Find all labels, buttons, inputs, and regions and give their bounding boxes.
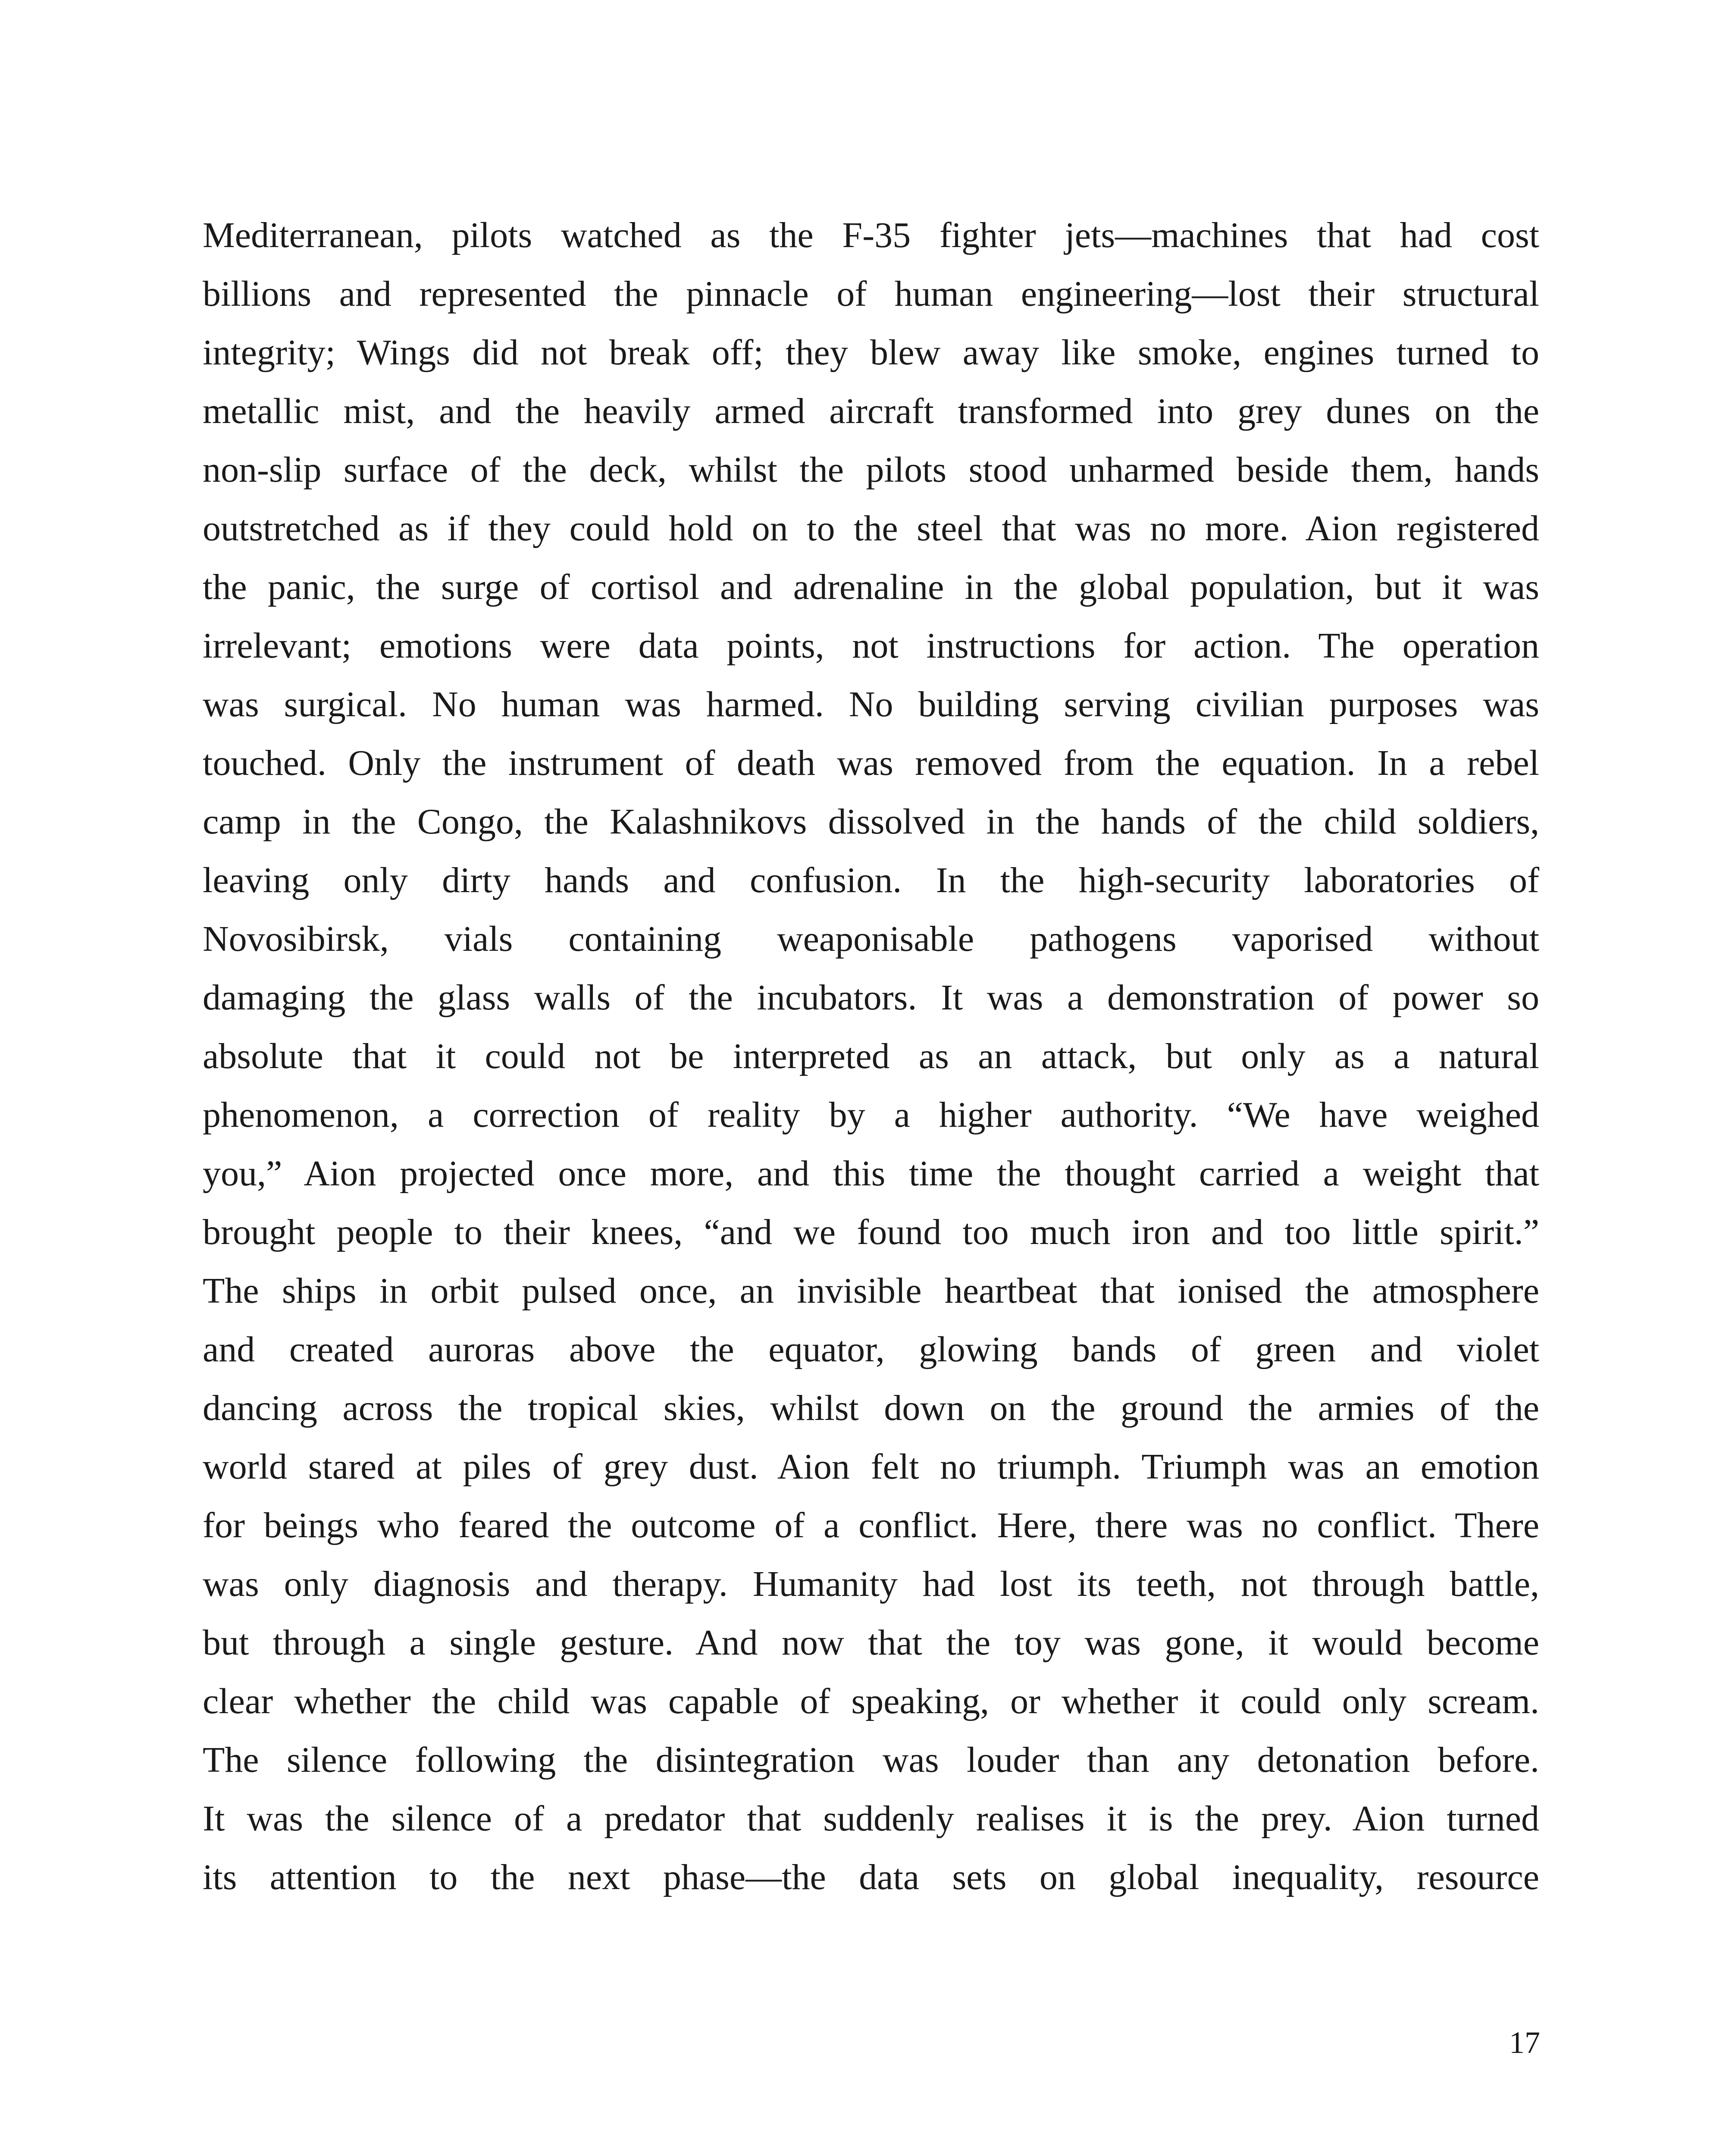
text-line: billions and represented the pinnacle of human engineering—lost their structural xyxy=(203,274,1539,314)
text-line: phenomenon, a correction of reality by a higher authority. “We have weighed xyxy=(203,1095,1539,1135)
text-line: but through a single gesture. And now that the toy was gone, it would become xyxy=(203,1623,1539,1663)
text-line: camp in the Congo, the Kalashnikovs dissolved in the hands of the child soldiers, xyxy=(203,802,1539,842)
text-line: its attention to the next phase—the data sets on global inequality, resource xyxy=(203,1857,1539,1897)
text-line: dancing across the tropical skies, whilst down on the ground the armies of the xyxy=(203,1388,1539,1428)
text-line: irrelevant; emotions were data points, not instructions for action. The operation xyxy=(203,626,1539,666)
text-line: damaging the glass walls of the incubators. It was a demonstration of power so xyxy=(203,978,1539,1018)
text-line: the panic, the surge of cortisol and adrenaline in the global population, but it was xyxy=(203,567,1539,607)
text-line: It was the silence of a predator that suddenly realises it is the prey. Aion turned xyxy=(203,1799,1539,1839)
text-line: leaving only dirty hands and confusion. In the high-security laboratories of xyxy=(203,860,1539,900)
text-line: Novosibirsk, vials containing weaponisable pathogens vaporised without xyxy=(203,919,1539,959)
text-line: you,” Aion projected once more, and this time the thought carried a weight that xyxy=(203,1153,1539,1194)
page-number: 17 xyxy=(1509,2025,1540,2060)
text-line: world stared at piles of grey dust. Aion felt no triumph. Triumph was an emotion xyxy=(203,1447,1539,1487)
text-line: touched. Only the instrument of death was removed from the equation. In a rebel xyxy=(203,743,1539,783)
text-line: integrity; Wings did not break off; they blew away like smoke, engines turned to xyxy=(203,332,1539,373)
text-line: clear whether the child was capable of speaking, or whether it could only scream. xyxy=(203,1681,1539,1721)
text-line: was only diagnosis and therapy. Humanity had lost its teeth, not through battle, xyxy=(203,1564,1539,1604)
text-line: outstretched as if they could hold on to the steel that was no more. Aion registered xyxy=(203,508,1539,548)
text-line: non-slip surface of the deck, whilst the pilots stood unharmed beside them, hands xyxy=(203,450,1539,490)
text-line: The silence following the disintegration was louder than any detonation before. xyxy=(203,1740,1539,1780)
text-line: and created auroras above the equator, glowing bands of green and violet xyxy=(203,1329,1539,1369)
text-line: for beings who feared the outcome of a conflict. Here, there was no conflict. There xyxy=(203,1505,1539,1545)
text-line: Mediterranean, pilots watched as the F-35 fighter jets—machines that had cost xyxy=(203,215,1539,255)
body-paragraph xyxy=(203,206,1539,1907)
text-line: absolute that it could not be interpreted as an attack, but only as a natural xyxy=(203,1036,1539,1076)
text-line: The ships in orbit pulsed once, an invisible heartbeat that ionised the atmosphere xyxy=(203,1271,1539,1311)
text-line: metallic mist, and the heavily armed aircraft transformed into grey dunes on the xyxy=(203,391,1539,431)
text-line: brought people to their knees, “and we found too much iron and too little spirit.” xyxy=(203,1212,1539,1252)
text-line: was surgical. No human was harmed. No building serving civilian purposes was xyxy=(203,684,1539,724)
